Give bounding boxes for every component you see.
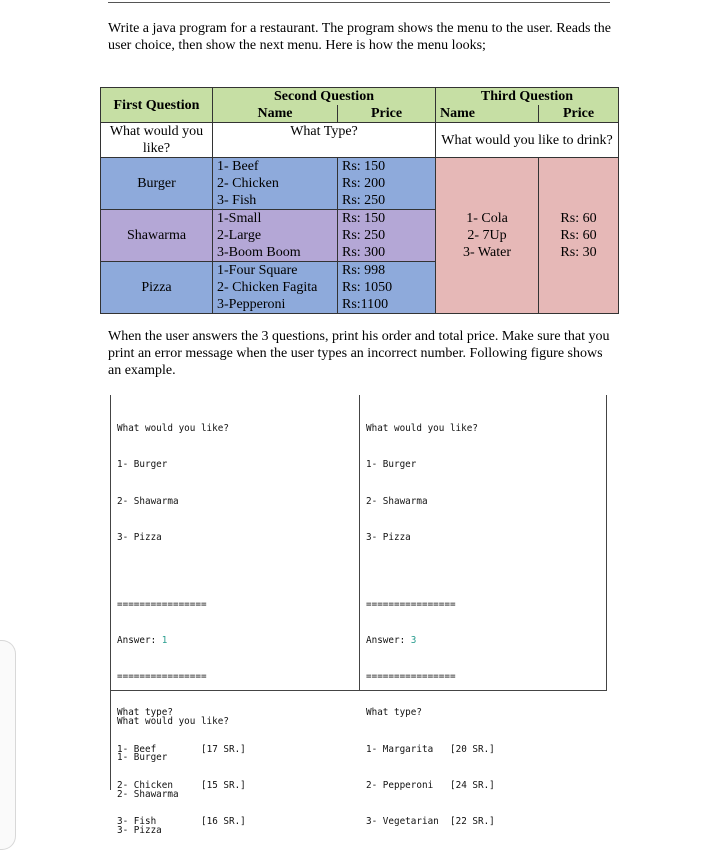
console-option: 1- Burger bbox=[366, 459, 417, 471]
menu-table bbox=[100, 87, 619, 314]
header-second-name: Name bbox=[213, 105, 338, 123]
pizza-prices bbox=[338, 262, 436, 314]
drink-name: 3- Water bbox=[463, 245, 511, 260]
console-option: 3- Pizza bbox=[366, 532, 411, 544]
shawarma-prices bbox=[338, 210, 436, 262]
item-name: 2- Chicken bbox=[217, 176, 279, 191]
item-name: 3-Boom Boom bbox=[217, 245, 301, 260]
item-price: Rs: 150 bbox=[342, 159, 386, 174]
header-third-price: Price bbox=[539, 105, 619, 123]
question-3-cell: What would you like to drink? bbox=[436, 123, 619, 158]
burger-items bbox=[213, 158, 338, 210]
drink-name: 2- 7Up bbox=[467, 228, 507, 243]
item-name: 3- Fish bbox=[217, 193, 257, 208]
console-separator: ================ bbox=[366, 671, 456, 683]
console-option: 1- Burger bbox=[117, 752, 168, 764]
item-price: Rs: 200 bbox=[342, 176, 386, 191]
console-option: 2- Pepperoni bbox=[366, 779, 434, 791]
console-price: [16 SR.] bbox=[201, 816, 246, 828]
console-prompt: What type? bbox=[117, 707, 173, 719]
header-second-question: Second Question bbox=[213, 88, 436, 106]
console-price: [24 SR.] bbox=[450, 779, 495, 791]
console-option: 1- Margarita bbox=[366, 743, 434, 755]
side-panel-edge bbox=[0, 640, 16, 850]
item-name: 2- Chicken Fagita bbox=[217, 280, 318, 295]
pizza-items bbox=[213, 262, 338, 314]
outro-paragraph: When the user answers the 3 questions, print his order and total price. Make sure that you print an error message when the user types an incorrect number. Following figure shows an example. bbox=[108, 329, 610, 378]
group-pizza: Pizza bbox=[101, 262, 213, 314]
console-separator: ================ bbox=[117, 671, 207, 683]
item-price: Rs: 998 bbox=[342, 263, 386, 278]
console-option: 1- Burger bbox=[117, 459, 168, 471]
item-price: Rs: 250 bbox=[342, 193, 386, 208]
item-price: Rs:1100 bbox=[342, 297, 389, 312]
console-price: [15 SR.] bbox=[201, 779, 246, 791]
drink-names bbox=[436, 158, 539, 314]
item-price: Rs: 300 bbox=[342, 245, 386, 260]
console-option: 2- Shawarma bbox=[366, 495, 428, 507]
item-name: 1-Four Square bbox=[217, 263, 298, 278]
header-third-name: Name bbox=[436, 105, 539, 123]
shawarma-items bbox=[213, 210, 338, 262]
drink-price: Rs: 60 bbox=[560, 211, 597, 226]
drink-price: Rs: 60 bbox=[560, 228, 597, 243]
console-option: 3- Vegetarian bbox=[366, 816, 439, 828]
item-price: Rs: 1050 bbox=[342, 280, 393, 295]
answer-label: Answer: bbox=[117, 634, 162, 646]
console-price: [17 SR.] bbox=[201, 743, 246, 755]
console-separator: ================ bbox=[117, 598, 207, 610]
answer-value: 3 bbox=[410, 634, 417, 646]
console-prompt: What type? bbox=[366, 707, 422, 719]
question-1-cell: What would you like? bbox=[101, 123, 213, 158]
burger-prices bbox=[338, 158, 436, 210]
console-option: 2- Chicken bbox=[117, 779, 173, 791]
console-prompt: What would you like? bbox=[366, 423, 478, 435]
item-name: 3-Pepperoni bbox=[217, 297, 286, 312]
item-price: Rs: 150 bbox=[342, 211, 386, 226]
console-option: 3- Pizza bbox=[117, 532, 162, 544]
item-name: 1- Beef bbox=[217, 159, 259, 174]
group-shawarma: Shawarma bbox=[101, 210, 213, 262]
page-top-rule bbox=[108, 2, 610, 3]
console-option: 3- Fish bbox=[117, 816, 157, 828]
console-option: 2- Shawarma bbox=[117, 495, 179, 507]
console-separator: ================ bbox=[366, 598, 456, 610]
console-price: [22 SR.] bbox=[450, 816, 495, 828]
console-option: 1- Beef bbox=[117, 743, 157, 755]
header-first-question: First Question bbox=[101, 88, 213, 123]
console-option: 2- Shawarma bbox=[117, 788, 179, 800]
header-third-question: Third Question bbox=[436, 88, 619, 106]
drink-prices bbox=[539, 158, 619, 314]
console-option: 3- Pizza bbox=[117, 825, 162, 837]
item-name: 1-Small bbox=[217, 211, 262, 226]
drink-name: 1- Cola bbox=[466, 211, 508, 226]
console-price: [20 SR.] bbox=[450, 743, 495, 755]
intro-paragraph: Write a java program for a restaurant. The program shows the menu to the user. Reads the user choice, then show the next menu. Here is how the menu looks; bbox=[108, 21, 612, 53]
console-error bbox=[117, 692, 229, 851]
item-price: Rs: 250 bbox=[342, 228, 386, 243]
group-burger: Burger bbox=[101, 158, 213, 210]
console-prompt: What would you like? bbox=[117, 716, 229, 728]
drink-price: Rs: 30 bbox=[560, 245, 597, 260]
console-right bbox=[366, 399, 590, 851]
header-second-price: Price bbox=[338, 105, 436, 123]
answer-value: 1 bbox=[161, 634, 168, 646]
question-2-cell: What Type? bbox=[213, 123, 436, 158]
answer-label: Answer: bbox=[366, 634, 411, 646]
console-prompt: What would you like? bbox=[117, 423, 229, 435]
item-name: 2-Large bbox=[217, 228, 262, 243]
